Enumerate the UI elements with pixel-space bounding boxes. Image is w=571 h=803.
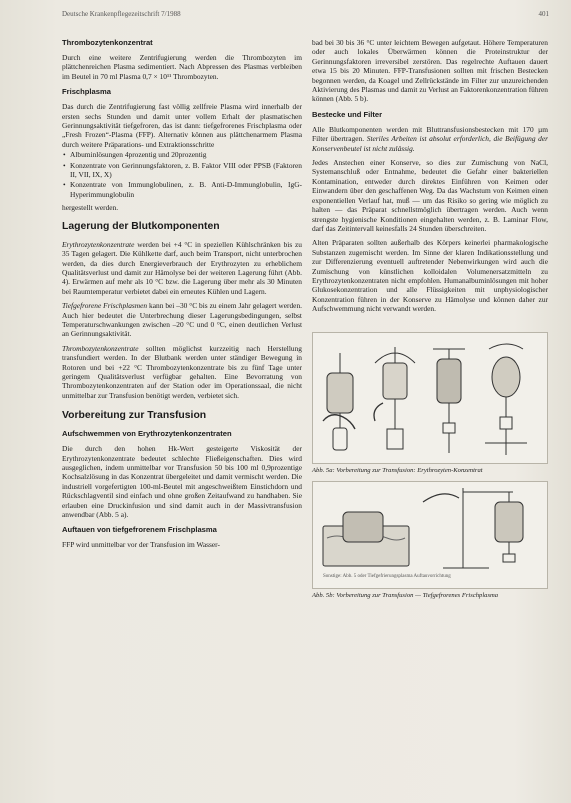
- paragraph-auftauen: FFP wird unmittelbar vor der Transfusion im Wasser-: [62, 540, 220, 550]
- right-column: [312, 38, 548, 600]
- list-item: • Albuminlösungen 4prozentig und 20prozentig: [70, 150, 302, 159]
- paragraph-thrombozyten: Durch eine weitere Zentrifugierung werden die Thrombozyten im plättchenreichen Plasma sedimentiert. Nach Abpressen des Plasmas verbleiben im Beutel in 70 ml Plasma 0,7 × 10¹¹ Thrombozyten.: [62, 53, 302, 81]
- heading-vorbereitung: Vorbereitung zur Transfusion: [62, 410, 207, 422]
- paragraph-kontamination: Jedes Anstechen einer Konserve, so dies zur Zumischung von NaCl, Systemanschluß oder Entnahme, bedeutet die Gefahr einer bakteriellen Kontamination, entweder durch direktes Einführen von Keimen oder Einwandern über den geschaffenen Weg. Da das Wachstum von Keimen einen exponentiellen Verlauf hat, muß — um das Risiko so gering wie möglich zu halten — das Präparat schnellstmöglich übertragen werden. Auch wenn strengste hygienische Konditionen eingehalten werden, z. B. Laminar Flow, darf das Zeitintervall keinesfalls 24 Stunden überschreiten.: [312, 158, 548, 233]
- product-list: [62, 150, 302, 199]
- paragraph-erythrozyten-lagerung: [62, 240, 302, 296]
- figure-5a: [312, 332, 548, 464]
- heading-thrombozytenkonzentrat: Thrombozytenkonzentrat: [62, 38, 153, 47]
- term-thrombozytenkonzentrate: Thrombozytenkonzentrate: [62, 343, 139, 353]
- list-item: • Konzentrate von Immunglobulinen, z. B. Anti-D-Immunglobulin, IgG-Hyperimmunglobulin: [70, 180, 302, 199]
- paragraph-thrombozyten-lagerung: [62, 344, 302, 400]
- paragraph-frischplasma: Das durch die Zentrifugierung fast völlig zellfreie Plasma wird innerhalb der ersten sechs Stunden und damit unter vollem Erhalt der plasmatischen Gerinnungsaktivität tiefgefroren, das ist dann: tiefgefrorenes Frischplasma oder „Fresh Frozen“-Plasma (FFP). Alternativ können aus plättchenarmem Plasma durch weitere Präparations- und Extraktionsschritte: [62, 102, 302, 149]
- left-column: [62, 38, 302, 555]
- term-tiefgefrorene-frischplasmen: Tiefgefrorene Frischplasmen: [62, 301, 148, 311]
- figure-5b-caption: [312, 592, 548, 600]
- paragraph-ffp-lagerung: [62, 301, 302, 339]
- text-thrombozyten-lagerung: sollten möglichst kurzzeitig nach Herstellung transfundiert werden. In der Blutbank werden unter ständiger Bewegung in Rotoren und bei +22 °C Thrombozytenkonzentrate bis zu fünf Tage unter geringem Qualitätsverlust verfügbar gehalten. Eine Bevorratung von Thrombozytenkonzentraten auf der Station oder im Operationssaal, die nicht unmittelbar zur Transfusion benötigt werden, verbietet sich.: [62, 343, 302, 400]
- paragraph-hergestellt: hergestellt werden.: [62, 203, 119, 213]
- figure-5b-small-label: Sonstige: Abb. 5 oder Tiefgefrierungsplasma Auftauvorrichtung: [323, 573, 451, 579]
- figure-5b-label: Abb. 5b:: [312, 591, 335, 599]
- heading-auftauen: Auftauen von tiefgefrorenem Frischplasma: [62, 525, 217, 535]
- text-erythrozyten-lagerung: werden bei +4 °C in speziellen Kühlschränken bis zu 35 Tagen gelagert. Die Kühlkette darf, auch beim Transport, nicht unterbrochen werden, da dies durch Energieverbrauch der Erythrozyten zu erheblichem Qualitätsverlust und damit zur Hämolyse bei der weiteren Lagerung führt (Abb. 4). Erwärmen auf mehr als 10 °C bzw. die Lagerung über mehr als 30 Minuten bei Raumtemperatur verbietet dabei ein erneutes Kühlen und Lagern.: [62, 239, 302, 296]
- figure-5a-label: Abb. 5a:: [312, 466, 335, 474]
- figure-5a-caption-text: Vorbereitung zur Transfusion: Erythrozyten-Konzentrat: [334, 466, 483, 474]
- heading-bestecke-filter: Bestecke und Filter: [312, 109, 383, 119]
- heading-frischplasma: Frischplasma: [62, 87, 111, 97]
- journal-title: Deutsche Krankenpflegezeitschrift 7/1988: [62, 10, 181, 18]
- page-number: 401: [538, 10, 549, 18]
- heading-lagerung: Lagerung der Blutkomponenten: [62, 220, 220, 232]
- heading-aufschwemmen: Aufschwemmen von Erythrozytenkonzentraten: [62, 429, 232, 439]
- term-erythrozytenkonzentrate: Erythrozytenkonzentrate: [62, 239, 135, 249]
- figure-5b: [312, 481, 548, 589]
- figure-5a-caption: [312, 467, 548, 475]
- paragraph-bestecke: [312, 125, 548, 153]
- running-header: [62, 10, 549, 24]
- text-bestecke: Alle Blutkomponenten werden mit Bluttransfusionsbestecken mit 170 µm Filter übertragen.: [312, 124, 548, 144]
- figure-5b-illustration: [313, 482, 547, 574]
- list-item: • Konzentrate von Gerinnungsfaktoren, z. B. Faktor VIII oder PPSB (Faktoren II, VII, IX, X): [70, 161, 302, 180]
- paragraph-zumischung: Alten Präparaten sollten außerhalb des Körpers keinerlei pharmakologische Substanzen zugemischt werden. Im Sinne der klaren Indikationsstellung und zur Differenzierung eventuell auftretender Nebenwirkungen wird auch die Zumischung von künstlichen kolloidalen Volumenersatzmitteln zu Erythrozytenkonzentraten nicht empfohlen. Humanalbuminlösungen mit hoher Glukosekonzentration und alle Flüssigkeiten mit unphysiologischer Konzentration führen in der Konserve zu Hämolyse und können daher zur Aufschwemmung nicht verwandt werden.: [312, 238, 548, 314]
- figure-5b-caption-text: Vorbereitung zur Transfusion — Tiefgefrorenes Frischplasma: [334, 591, 499, 599]
- figure-5a-illustration: [313, 333, 547, 463]
- paragraph-wasserbad: bad bei 30 bis 36 °C unter leichtem Bewegen aufgetaut. Höhere Temperaturen oder auch lokales Überwärmen können die Proteinstruktur der Gerinnungsfaktoren irreversibel zerstören. Das regelrechte Auftauen dauert etwa 15 bis 20 Minuten. FFP-Transfusionen sollten mit frischen Bestecken begonnen werden, da Koagel und Zellrückstände im Filter zur unzureichenden Aktivierung des Plasmas und damit zu Verlust an Faktorenkonzentration führen können (Abb. 5 b).: [312, 38, 548, 104]
- text-steriles-arbeiten: Steriles Arbeiten ist absolut erforderlich, die Beifügung der Konservenbeutel ist nicht zulässig.: [312, 134, 549, 153]
- text-ffp-lagerung: kann bei –30 °C bis zu einem Jahr gelagert werden. Auch hier bedeutet die Unterbrechung dieser Lagerungsbedingungen, selbst Temperaturschwankungen zwischen –20 °C und 0 °C, einen deutlichen Verlust an Gerinnungsaktivität.: [62, 301, 302, 339]
- paragraph-aufschwemmen: Die durch den hohen Hk-Wert gesteigerte Viskosität der Erythrozytenkonzentrate bedeutet schlechte Fließeigenschaften. Dies wird ausgeglichen, indem unmittelbar vor Transfusion 50 bis 100 ml 0,9prozentige Kochsalzlösung in das Konzentrat übergeleitet und damit vermischt werden. Die industriell vorgefertigten 100-ml-Beutel mit angeschweißtem Einstichdorn und Rückschlagventil sind einfach und ohne großen Zeitaufwand zu handhaben. Sie erlauben eine Druckinfusion und sind damit auch in der Massivtransfusion anwendbar (Abb. 5 a).: [62, 444, 302, 520]
